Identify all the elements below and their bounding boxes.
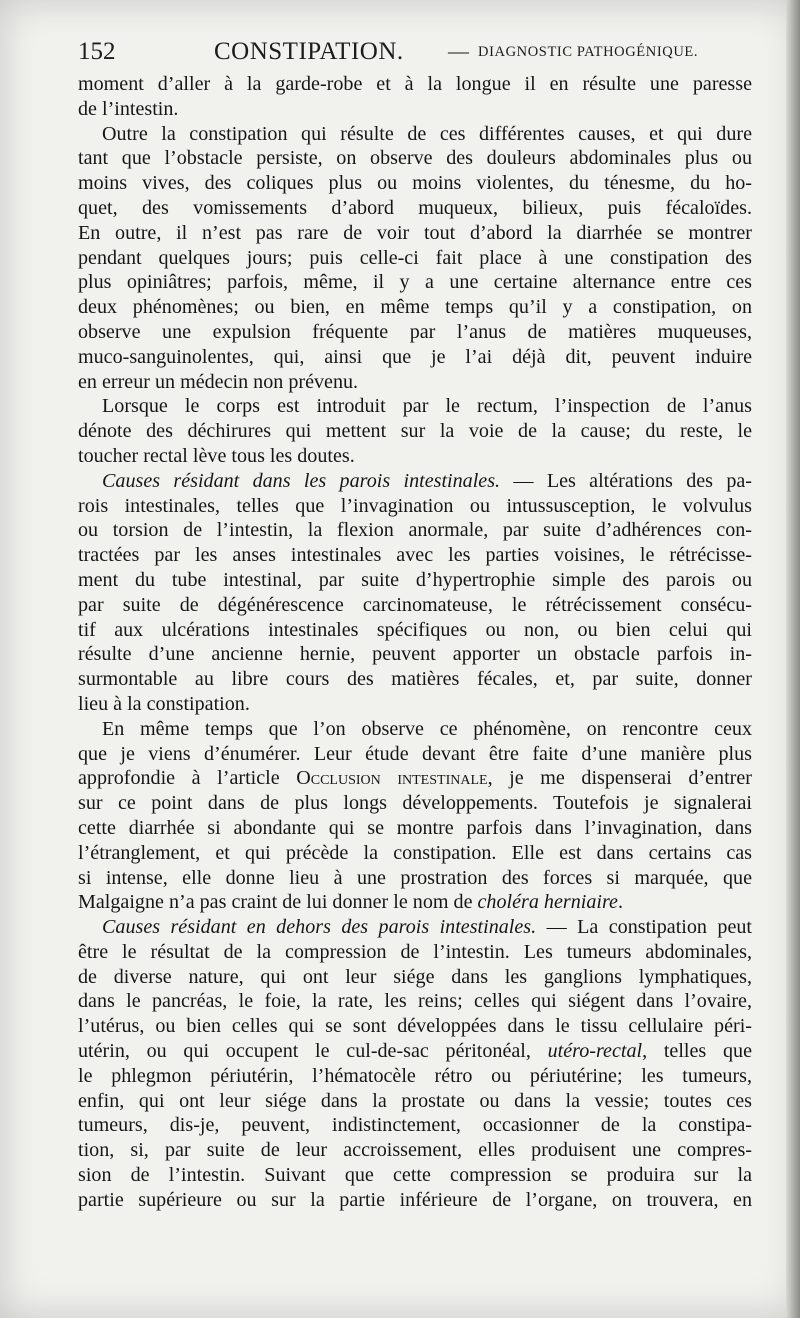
running-header <box>78 38 758 72</box>
text-line: partie supérieure ou sur la partie inférieure de l’organe, on trouvera, en <box>78 1188 752 1211</box>
italic-term: utéro-rectal <box>547 1040 643 1063</box>
text-line: tumeurs, dis-je, peuvent, indistinctement, occasionner de la constipa- <box>78 1114 752 1137</box>
text-line: rois intestinales, telles que l’invagination ou intussusception, le volvulus <box>78 494 752 517</box>
text-line: tant que l’obstacle persiste, on observe des douleurs abdominales plus ou <box>78 147 752 170</box>
text-line: de l’intestin. <box>78 97 179 120</box>
text-line: sur ce point dans de plus longs développements. Toutefois je signalerai <box>78 792 752 815</box>
text-line: surmontable au libre cours des matières fécales, et, par suite, donner <box>78 668 752 691</box>
italic-term: choléra herniaire <box>477 891 618 914</box>
body-text <box>78 72 752 1213</box>
text-line: par suite de dégénérescence carcinomateuse, le rétrécissement consécu- <box>78 593 752 616</box>
text-line: être le résultat de la compression de l’intestin. Les tumeurs abdominales, <box>78 940 752 963</box>
text-line: si intense, elle donne lieu à une prostration des forces si marquée, que <box>78 866 752 889</box>
text-line: plus opiniâtres; parfois, même, il y a une certaine alternance entre ces <box>78 271 752 294</box>
text-line: lieu à la constipation. <box>78 692 250 715</box>
text-line: Malgaigne n’a pas craint de lui donner le nom de choléra herniaire. <box>78 891 623 914</box>
running-subtitle: DIAGNOSTIC PATHOGÉNIQUE. <box>478 44 699 60</box>
text-line: enfin, qui ont leur siége dans la prostate ou dans la vessie; toutes ces <box>78 1089 752 1112</box>
text-line: de diverse nature, qui ont leur siége dans les ganglions lymphatiques, <box>78 965 752 988</box>
page-number: 152 <box>78 38 116 65</box>
text-line: tif aux ulcérations intestinales spécifiques ou non, ou bien celui qui <box>78 618 752 641</box>
text-line: en erreur un médecin non prévenu. <box>78 370 359 393</box>
text-line: moment d’aller à la garde-robe et à la longue il en résulte une paresse <box>78 73 752 95</box>
text-line: tractées par les anses intestinales avec les parties voisines, le rétrécisse- <box>78 544 752 567</box>
text-line: dénote des déchirures qui mettent sur la voie de la cause; du reste, le <box>78 420 752 443</box>
text-line: que je viens d’énumérer. Leur étude devant être faite d’une manière plus <box>78 742 752 765</box>
running-title: CONSTIPATION. <box>214 38 404 65</box>
text-line: quet, des vomissements d’abord muqueux, bilieux, puis fécaloïdes. <box>78 196 752 219</box>
text-line: Lorsque le corps est introduit par le rectum, l’inspection de l’anus <box>102 395 752 418</box>
text-line: le phlegmon périutérin, l’hématocèle rétro ou périutérine; les tumeurs, <box>78 1064 752 1087</box>
cross-reference: Occlusion intestinale <box>296 767 488 790</box>
text-line: toucher rectal lève tous les doutes. <box>78 444 355 467</box>
text-line: l’étranglement, et qui précède la constipation. Elle est dans certains cas <box>78 841 752 864</box>
text-line: pendant quelques jours; puis celle-ci fait place à une constipation des <box>78 246 752 269</box>
text-line: cette diarrhée si abondante qui se montre parfois dans l’invagination, dans <box>78 816 752 839</box>
text-line: l’utérus, ou bien celles qui se sont développées dans le tissu cellulaire péri- <box>78 1015 752 1038</box>
text-line: ou torsion de l’intestin, la flexion anormale, par suite d’adhérences con- <box>78 519 752 542</box>
text-line: muco-sanguinolentes, qui, ainsi que je l’ai déjà dit, peuvent induire <box>78 345 752 368</box>
text-line: En outre, il n’est pas rare de voir tout d’abord la diarrhée se montrer <box>78 221 752 244</box>
section-heading: Causes résidant dans les parois intestinales. <box>102 469 501 492</box>
text-line: Causes résidant dans les parois intestinales. — Les altérations des pa- <box>102 469 752 492</box>
text-line: Outre la constipation qui résulte de ces différentes causes, et qui dure <box>102 122 752 145</box>
text-line: résulte d’une ancienne hernie, peuvent apporter un obstacle parfois in- <box>78 643 752 666</box>
text-line: utérin, ou qui occupent le cul-de-sac péritonéal, utéro-rectal, telles que <box>78 1040 752 1063</box>
text-line: Causes résidant en dehors des parois intestinales. — La constipation peut <box>102 916 752 939</box>
header-dash: — <box>448 39 469 63</box>
text-line: observe une expulsion fréquente par l’anus de matières muqueuses, <box>78 320 752 343</box>
text-line: En même temps que l’on observe ce phénomène, on rencontre ceux <box>102 717 752 740</box>
text-line: moins vives, des coliques plus ou moins violentes, du ténesme, du ho- <box>78 172 752 195</box>
text-line: ment du tube intestinal, par suite d’hypertrophie simple des parois ou <box>78 568 752 591</box>
text-line: deux phénomènes; ou bien, en même temps qu’il y a constipation, on <box>78 296 752 319</box>
text-line: sion de l’intestin. Suivant que cette compression se produira sur la <box>78 1164 752 1187</box>
section-heading: Causes résidant en dehors des parois intestinales. <box>102 916 537 939</box>
page-edge <box>786 0 800 1318</box>
text-line: dans le pancréas, le foie, la rate, les reins; celles qui siégent dans l’ovaire, <box>78 990 752 1013</box>
text-line: tion, si, par suite de leur accroissement, elles produisent une compres- <box>78 1139 752 1162</box>
text-line: approfondie à l’article Occlusion intestinale, je me dispenserai d’entrer <box>78 767 752 790</box>
